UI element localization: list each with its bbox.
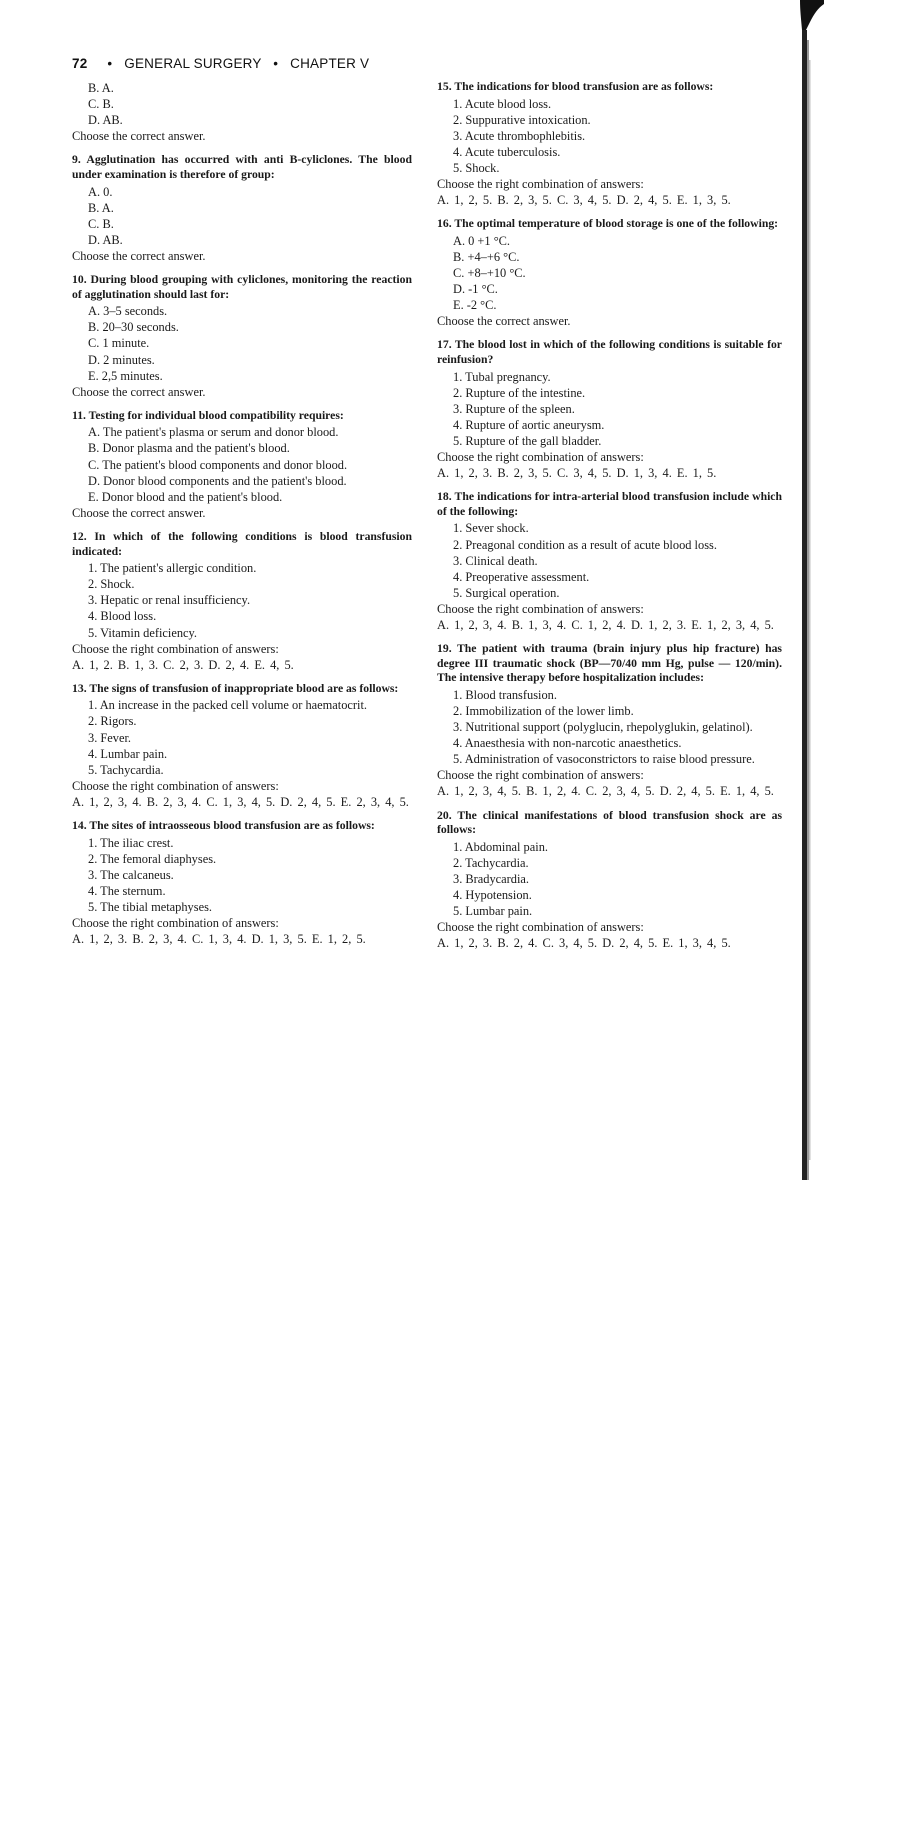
answer-item: 1. The iliac crest. [88, 835, 174, 850]
answer-item: 5. Administration of vasoconstrictors to raise blood pressure. [453, 752, 755, 767]
separator-dot: • [273, 56, 279, 71]
answer-option: C. 1 minute. [88, 336, 150, 351]
answer-item: 1. Sever shock. [453, 521, 529, 536]
answer-item: 2. The femoral diaphyses. [88, 851, 217, 866]
answer-item: 5. The tibial metaphyses. [88, 900, 212, 914]
answer-item: 1. An increase in the packed cell volume or haematocrit. [88, 698, 368, 713]
answer-option: B. Donor plasma and the patient's blood. [88, 441, 290, 456]
answer-combinations: A. 1, 2, 3, 4. B. 1, 3, 4. C. 1, 2, 4. D. 1, 2, 3. E. 1, 2, 3, 4, 5. [437, 618, 774, 632]
answer-item: 3. Fever. [88, 730, 132, 745]
answer-item: 2. Rigors. [88, 714, 137, 729]
answer-item: 1. Tubal pregnancy. [453, 369, 551, 384]
question-title: 19. The patient with trauma (brain injury plus hip fracture) has degree III traumatic shock (BP—70/40 mm Hg, pulse — 120/min). The intensive therapy before hospitalization includes: [437, 642, 782, 685]
answer-option: E. 2,5 minutes. [88, 368, 163, 383]
answer-option: A. 0 +1 °C. [453, 233, 511, 248]
question-title: 17. The blood lost in which of the following conditions is suitable for reinfusion? [437, 338, 782, 366]
answer-item: 3. Bradycardia. [453, 871, 530, 886]
answer-item: 3. Acute thrombophlebitis. [453, 128, 586, 143]
answer-item: 5. Lumbar pain. [453, 904, 533, 919]
question-title: 14. The sites of intraosseous blood transfusion are as follows: [72, 819, 375, 833]
question-15 [437, 80, 782, 208]
answer-option: C. B. [88, 97, 114, 112]
answer-item: 2. Tachycardia. [453, 855, 529, 870]
answer-item: 5. Rupture of the gall bladder. [453, 433, 602, 448]
answer-combinations: A. 1, 2, 5. B. 2, 3, 5. C. 3, 4, 5. D. 2, 4, 5. E. 1, 3, 5. [437, 193, 731, 208]
answer-item: 3. Nutritional support (polyglucin, rhepolyglukin, gelatinol). [453, 720, 753, 735]
answer-item: 2. Immobilization of the lower limb. [453, 703, 634, 718]
answer-combinations: A. 1, 2, 3, 4, 5. B. 1, 2, 4. C. 2, 3, 4, 5. D. 2, 4, 5. E. 1, 4, 5. [437, 784, 774, 799]
question-title: 13. The signs of transfusion of inappropriate blood are as follows: [72, 681, 399, 695]
answer-option: E. Donor blood and the patient's blood. [88, 489, 283, 504]
answer-item: 3. The calcaneus. [88, 867, 174, 882]
question-11 [72, 409, 412, 521]
question-instruction: Choose the right combination of answers: [437, 920, 644, 935]
question-instruction: Choose the correct answer. [72, 248, 206, 263]
answer-item: 1. Blood transfusion. [453, 687, 557, 702]
question-instruction: Choose the right combination of answers: [72, 641, 279, 656]
running-head [72, 56, 369, 71]
answer-option: C. B. [88, 216, 114, 231]
question-title: 20. The clinical manifestations of blood transfusion shock are as follows: [437, 808, 782, 837]
answer-item: 1. The patient's allergic condition. [88, 561, 257, 576]
answer-combinations: A. 1, 2, 3, 4. B. 2, 3, 4. C. 1, 3, 4, 5. D. 2, 4, 5. E. 2, 3, 4, 5. [72, 794, 409, 809]
question-18 [437, 490, 782, 633]
answer-option: A. The patient's plasma or serum and donor blood. [88, 425, 339, 440]
answer-item: 5. Shock. [453, 160, 500, 175]
question-16 [437, 217, 782, 329]
answer-option: E. -2 °C. [453, 298, 497, 313]
question-17 [437, 338, 782, 481]
question-instruction: Choose the right combination of answers: [72, 916, 279, 931]
answer-item: 4. The sternum. [88, 883, 166, 898]
answer-option: D. -1 °C. [453, 282, 498, 297]
right-column [437, 80, 782, 960]
question-19 [437, 642, 782, 799]
answer-option: D. Donor blood components and the patient's blood. [88, 473, 347, 488]
question-title: 10. During blood grouping with cyliclones, monitoring the reaction of agglutination should last for: [72, 273, 412, 301]
answer-option: B. A. [88, 81, 114, 95]
answer-item: 4. Acute tuberculosis. [453, 144, 561, 159]
question-13 [72, 682, 412, 810]
answer-item: 2. Rupture of the intestine. [453, 385, 586, 400]
question-title: 12. In which of the following conditions is blood transfusion indicated: [72, 529, 412, 558]
chapter-label: CHAPTER V [290, 56, 370, 71]
question-10 [72, 273, 412, 400]
answer-combinations: A. 1, 2, 3. B. 2, 3, 5. C. 3, 4, 5. D. 1, 3, 4. E. 1, 5. [437, 466, 717, 481]
answer-item: 4. Lumbar pain. [88, 746, 168, 761]
answer-item: 4. Blood loss. [88, 609, 157, 624]
scanned-binding-edge [800, 0, 824, 1180]
answer-item: 2. Preagonal condition as a result of acute blood loss. [453, 537, 717, 552]
answer-item: 1. Abdominal pain. [453, 839, 548, 854]
answer-option: B. A. [88, 200, 114, 215]
answer-combinations: A. 1, 2. B. 1, 3. C. 2, 3. D. 2, 4. E. 4, 5. [72, 657, 294, 672]
answer-option: B. +4–+6 °C. [453, 249, 520, 264]
answer-option: D. 2 minutes. [88, 352, 155, 367]
answer-option: B. 20–30 seconds. [88, 320, 179, 335]
question-instruction: Choose the right combination of answers: [437, 450, 644, 465]
question-title: 9. Agglutination has occurred with anti B-cyliclones. The blood under examination is therefore of group: [72, 153, 412, 181]
answer-combinations: A. 1, 2, 3. B. 2, 3, 4. C. 1, 3, 4. D. 1, 3, 5. E. 1, 2, 5. [72, 932, 366, 947]
answer-item: 2. Shock. [88, 577, 135, 592]
question-instruction: Choose the right combination of answers: [72, 778, 279, 793]
question-instruction: Choose the correct answer. [72, 505, 206, 520]
question-title: 16. The optimal temperature of blood storage is one of the following: [437, 217, 779, 231]
question-instruction: Choose the right combination of answers: [437, 177, 644, 192]
answer-item: 4. Hypotension. [453, 888, 532, 902]
answer-option: A. 0. [88, 184, 113, 199]
question-12 [72, 530, 412, 673]
question-8-continued [72, 80, 412, 144]
question-14 [72, 819, 412, 947]
answer-item: 4. Rupture of aortic aneurysm. [453, 417, 605, 432]
question-instruction: Choose the correct answer. [72, 129, 206, 144]
question-title: 15. The indications for blood transfusion are as follows: [437, 80, 714, 93]
question-title: 18. The indications for intra-arterial blood transfusion include which of the following: [437, 490, 782, 518]
answer-item: 3. Hepatic or renal insufficiency. [88, 593, 251, 608]
answer-option: A. 3–5 seconds. [88, 304, 168, 319]
answer-option: D. AB. [88, 232, 123, 247]
question-20 [437, 809, 782, 952]
answer-option: D. AB. [88, 113, 123, 128]
question-instruction: Choose the correct answer. [72, 384, 206, 399]
question-instruction: Choose the correct answer. [437, 314, 571, 329]
answer-item: 1. Acute blood loss. [453, 96, 552, 111]
separator-dot: • [107, 56, 113, 71]
answer-item: 5. Tachycardia. [88, 762, 164, 777]
answer-option: C. +8–+10 °C. [453, 266, 526, 281]
question-instruction: Choose the right combination of answers: [437, 768, 644, 783]
answer-item: 3. Clinical death. [453, 553, 538, 568]
answer-item: 4. Preoperative assessment. [453, 569, 590, 584]
question-title: 11. Testing for individual blood compatibility requires: [72, 408, 344, 422]
book-title: GENERAL SURGERY [124, 56, 262, 71]
answer-item: 2. Suppurative intoxication. [453, 112, 591, 127]
page-number: 72 [72, 56, 88, 71]
question-9 [72, 153, 412, 264]
answer-item: 5. Vitamin deficiency. [88, 625, 198, 640]
left-column [72, 80, 412, 956]
answer-option: C. The patient's blood components and donor blood. [88, 457, 348, 472]
answer-item: 4. Anaesthesia with non-narcotic anaesthetics. [453, 736, 682, 751]
answer-item: 3. Rupture of the spleen. [453, 401, 575, 416]
answer-combinations: A. 1, 2, 3. B. 2, 4. C. 3, 4, 5. D. 2, 4, 5. E. 1, 3, 4, 5. [437, 936, 731, 951]
question-instruction: Choose the right combination of answers: [437, 601, 644, 616]
answer-item: 5. Surgical operation. [453, 585, 560, 600]
